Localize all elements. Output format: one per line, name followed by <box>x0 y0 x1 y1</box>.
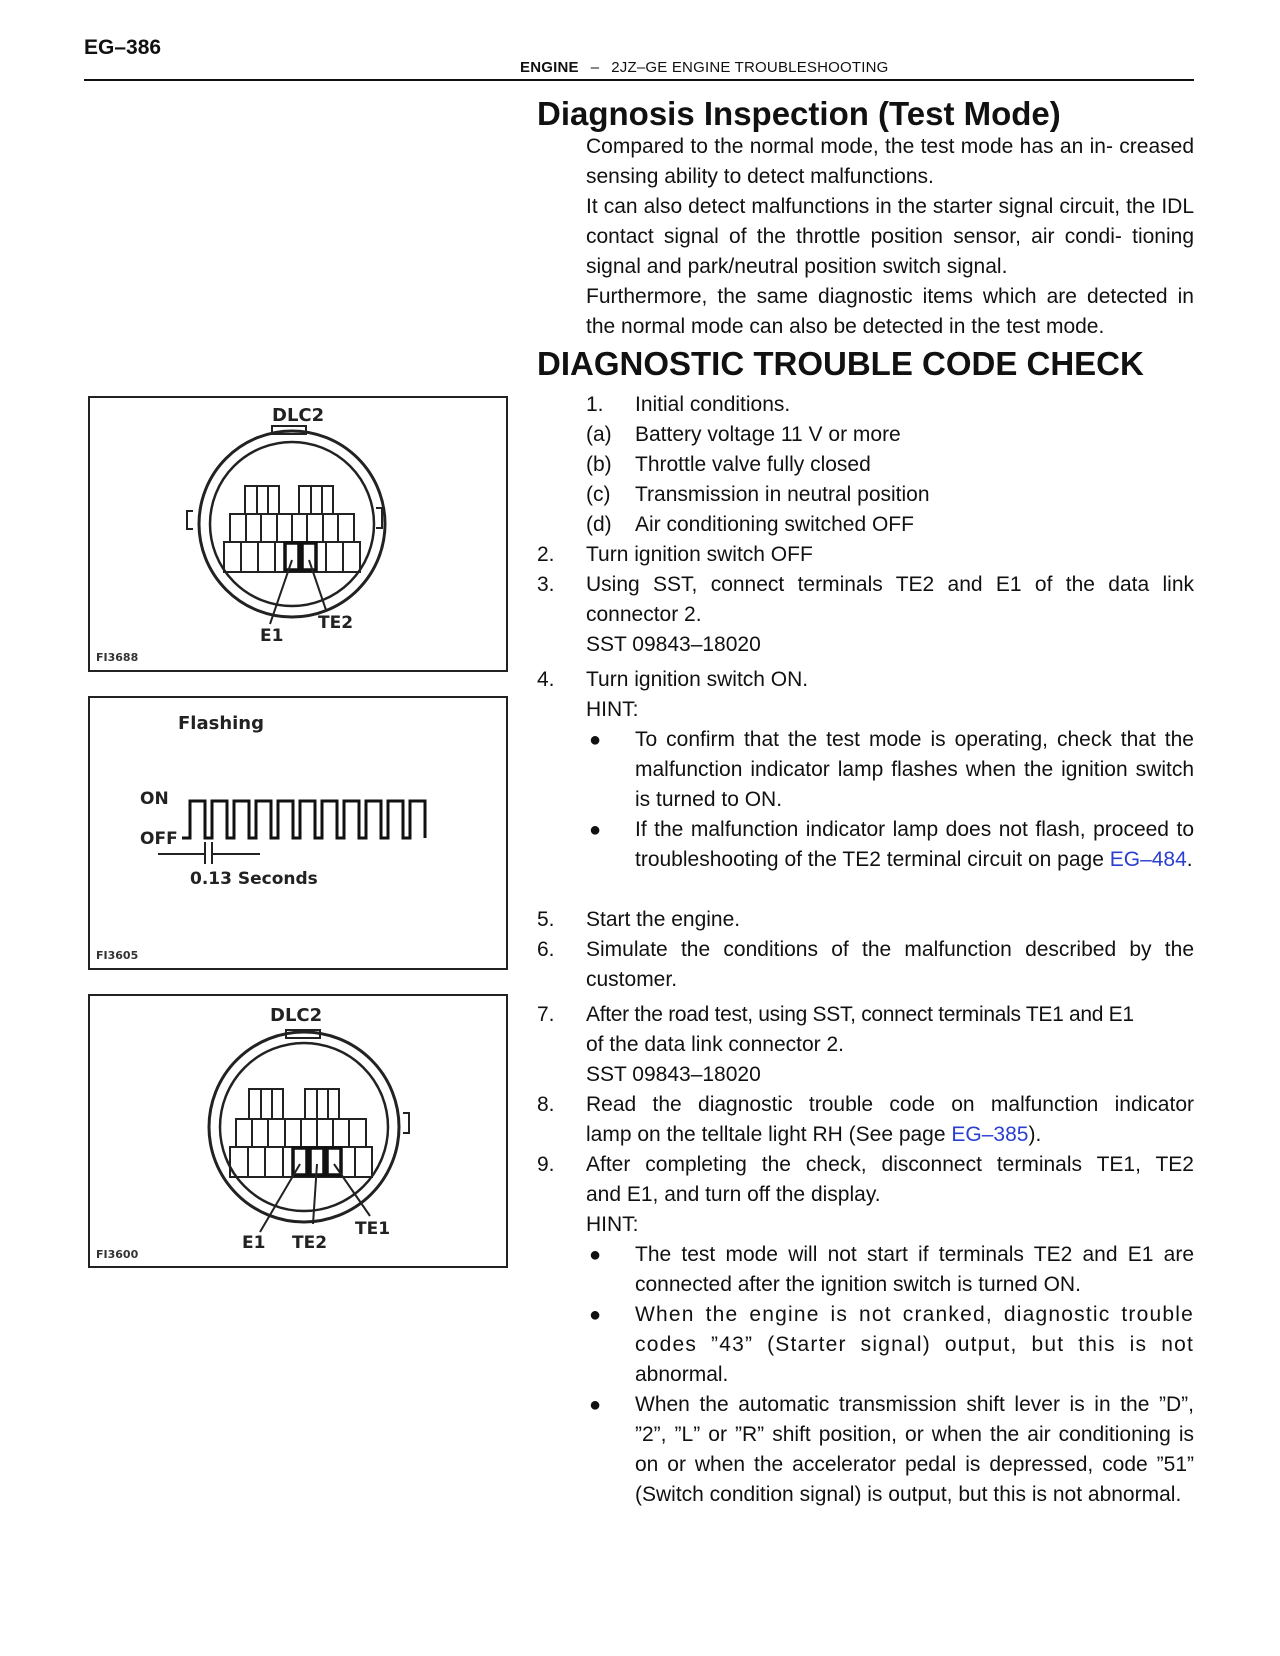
substep-b-label: (b) <box>586 453 612 476</box>
step-7-line1: After the road test, using SST, connect terminals TE1 and E1 <box>586 1003 1134 1026</box>
step-6-line1: Simulate the conditions of the malfunction described by the <box>586 938 1194 961</box>
figure-2-title: Flashing <box>178 713 265 734</box>
figure-dlc2-te1-te2-e1 <box>88 994 508 1268</box>
diagnosis-para-3: Furthermore, the same diagnostic items which are detected in the normal mode can also be detected in the test mode. <box>586 285 1194 338</box>
diagnosis-para-2: It can also detect malfunctions in the starter signal circuit, the IDL contact signal of the throttle position sensor, air condi- tioning signal and park/neutral position switch signal. <box>586 195 1194 278</box>
figure-2-label-period: 0.13 Seconds <box>190 869 318 889</box>
figure-3-label-te1: TE1 <box>355 1219 391 1239</box>
figure-3-title: DLC2 <box>270 1005 323 1026</box>
figure-1-title: DLC2 <box>272 405 325 426</box>
step-4-bullet-1-text: To confirm that the test mode is operating, check that the malfunction indicator lamp flashes when the ignition switch is turned to ON. <box>635 728 1194 811</box>
step-8-line2-post: ). <box>1028 1123 1042 1146</box>
step-2-text: Turn ignition switch OFF <box>586 543 813 566</box>
step-7-sst: SST 09843–18020 <box>586 1063 761 1086</box>
figure-1-code: FI3688 <box>96 651 139 664</box>
dtc-title: DIAGNOSTIC TROUBLE CODE CHECK <box>537 345 1144 382</box>
step-7-label: 7. <box>537 1003 555 1026</box>
step-2-label: 2. <box>537 543 555 566</box>
figure-flashing-waveform <box>88 696 508 970</box>
bullet-icon: ● <box>589 729 602 751</box>
step-5-label: 5. <box>537 908 555 931</box>
diagnosis-title: Diagnosis Inspection (Test Mode) <box>537 95 1061 132</box>
step-1-text: Initial conditions. <box>635 393 791 416</box>
figure-3-label-te2: TE2 <box>292 1233 328 1253</box>
page-link-eg-385[interactable]: EG–385 <box>951 1123 1029 1146</box>
bullet-icon: ● <box>589 1244 602 1266</box>
step-6-line2: customer. <box>586 968 678 991</box>
running-head-section: ENGINE <box>520 59 579 76</box>
step-8-line2 <box>586 1120 1194 1150</box>
figure-1-label-te2: TE2 <box>318 613 354 633</box>
running-head-subsection: 2JZ–GE ENGINE TROUBLESHOOTING <box>611 59 889 76</box>
running-head-separator: – <box>590 59 600 76</box>
step-9-bullet-2-line1: When the engine is not cranked, diagnostic trouble <box>635 1303 1194 1326</box>
step-7-text <box>586 1000 1194 1090</box>
page-link-eg-484[interactable]: EG–484 <box>1109 848 1187 871</box>
diagnosis-para-1: Compared to the normal mode, the test mode has an in- creased sensing ability to detect malfunctions. <box>586 135 1194 188</box>
step-9-bullet-1-text: The test mode will not start if terminals TE2 and E1 are connected after the ignition switch is turned ON. <box>635 1243 1194 1296</box>
substep-c-label: (c) <box>586 483 611 506</box>
step-8-line2-pre: lamp on the telltale light RH (See page <box>586 1123 952 1146</box>
figure-2-code: FI3605 <box>96 949 139 962</box>
step-5-text: Start the engine. <box>586 908 741 931</box>
header-rule <box>84 79 1194 81</box>
step-4-bullet-2-after: . <box>1186 848 1193 871</box>
figure-3-code: FI3600 <box>96 1248 139 1261</box>
step-4-bullet-2-body: If the malfunction indicator lamp does not flash, proceed to troubleshooting of the TE2 terminal circuit on page <box>635 818 1194 871</box>
step-3-line1: Using SST, connect terminals TE2 and E1 of the data link <box>586 573 1194 596</box>
step-9-text <box>586 1150 1194 1240</box>
figure-3-label-e1: E1 <box>242 1233 266 1253</box>
step-8-label: 8. <box>537 1093 555 1116</box>
figure-dlc2-te2-e1 <box>88 396 508 672</box>
step-9-bullet-2-line3: abnormal. <box>635 1363 729 1386</box>
waveform-signal <box>182 801 425 838</box>
step-9-line1: After completing the check, disconnect terminals TE1, TE2 <box>586 1153 1194 1176</box>
step-8-text <box>586 1090 1194 1150</box>
step-3-label: 3. <box>537 573 555 596</box>
step-8-line1: Read the diagnostic trouble code on malfunction indicator <box>586 1093 1194 1116</box>
dlc2-connector-diagram-2 <box>90 996 506 1266</box>
step-3-line2: connector 2. <box>586 603 702 626</box>
substep-c-text: Transmission in neutral position <box>635 483 930 506</box>
step-1-label: 1. <box>586 393 604 416</box>
substep-b-text: Throttle valve fully closed <box>635 453 871 476</box>
step-4-text <box>586 665 1194 725</box>
dlc2-connector-diagram <box>90 398 506 670</box>
step-4-bullet-2-text <box>635 815 1194 875</box>
step-9-line2: and E1, and turn off the display. <box>586 1183 881 1206</box>
step-9-bullet-2-line2: codes ”43” (Starter signal) output, but this is not <box>635 1333 1194 1356</box>
substep-d-label: (d) <box>586 513 612 536</box>
flashing-waveform-diagram <box>90 698 506 968</box>
step-4-hint: HINT: <box>586 698 639 721</box>
step-9-bullet-3-text: When the automatic transmission shift lever is in the ”D”, ”2”, ”L” or ”R” shift position, or when the air conditioning is on or when the accelerator pedal is depressed, code ”51” (Switch condition signal) is output, but this is not abnormal. <box>635 1393 1194 1506</box>
step-3-sst: SST 09843–18020 <box>586 633 761 656</box>
bullet-icon: ● <box>589 1394 602 1416</box>
step-4-label: 4. <box>537 668 555 691</box>
running-head <box>520 59 889 76</box>
substep-a-label: (a) <box>586 423 612 446</box>
substep-a-text: Battery voltage 11 V or more <box>635 423 901 446</box>
page-number: EG–386 <box>84 36 162 59</box>
bullet-icon: ● <box>589 819 602 841</box>
bullet-icon: ● <box>589 1304 602 1326</box>
step-9-bullet-2-text <box>635 1300 1194 1390</box>
step-6-label: 6. <box>537 938 555 961</box>
step-9-label: 9. <box>537 1153 555 1176</box>
substep-d-text: Air conditioning switched OFF <box>635 513 914 536</box>
figure-2-label-on: ON <box>140 789 169 809</box>
step-3-text <box>586 570 1194 660</box>
step-6-text <box>586 935 1194 995</box>
step-7-line2: of the data link connector 2. <box>586 1033 844 1056</box>
step-9-hint: HINT: <box>586 1213 639 1236</box>
step-4-main: Turn ignition switch ON. <box>586 668 809 691</box>
figure-1-label-e1: E1 <box>260 626 284 646</box>
figure-2-label-off: OFF <box>140 829 178 849</box>
